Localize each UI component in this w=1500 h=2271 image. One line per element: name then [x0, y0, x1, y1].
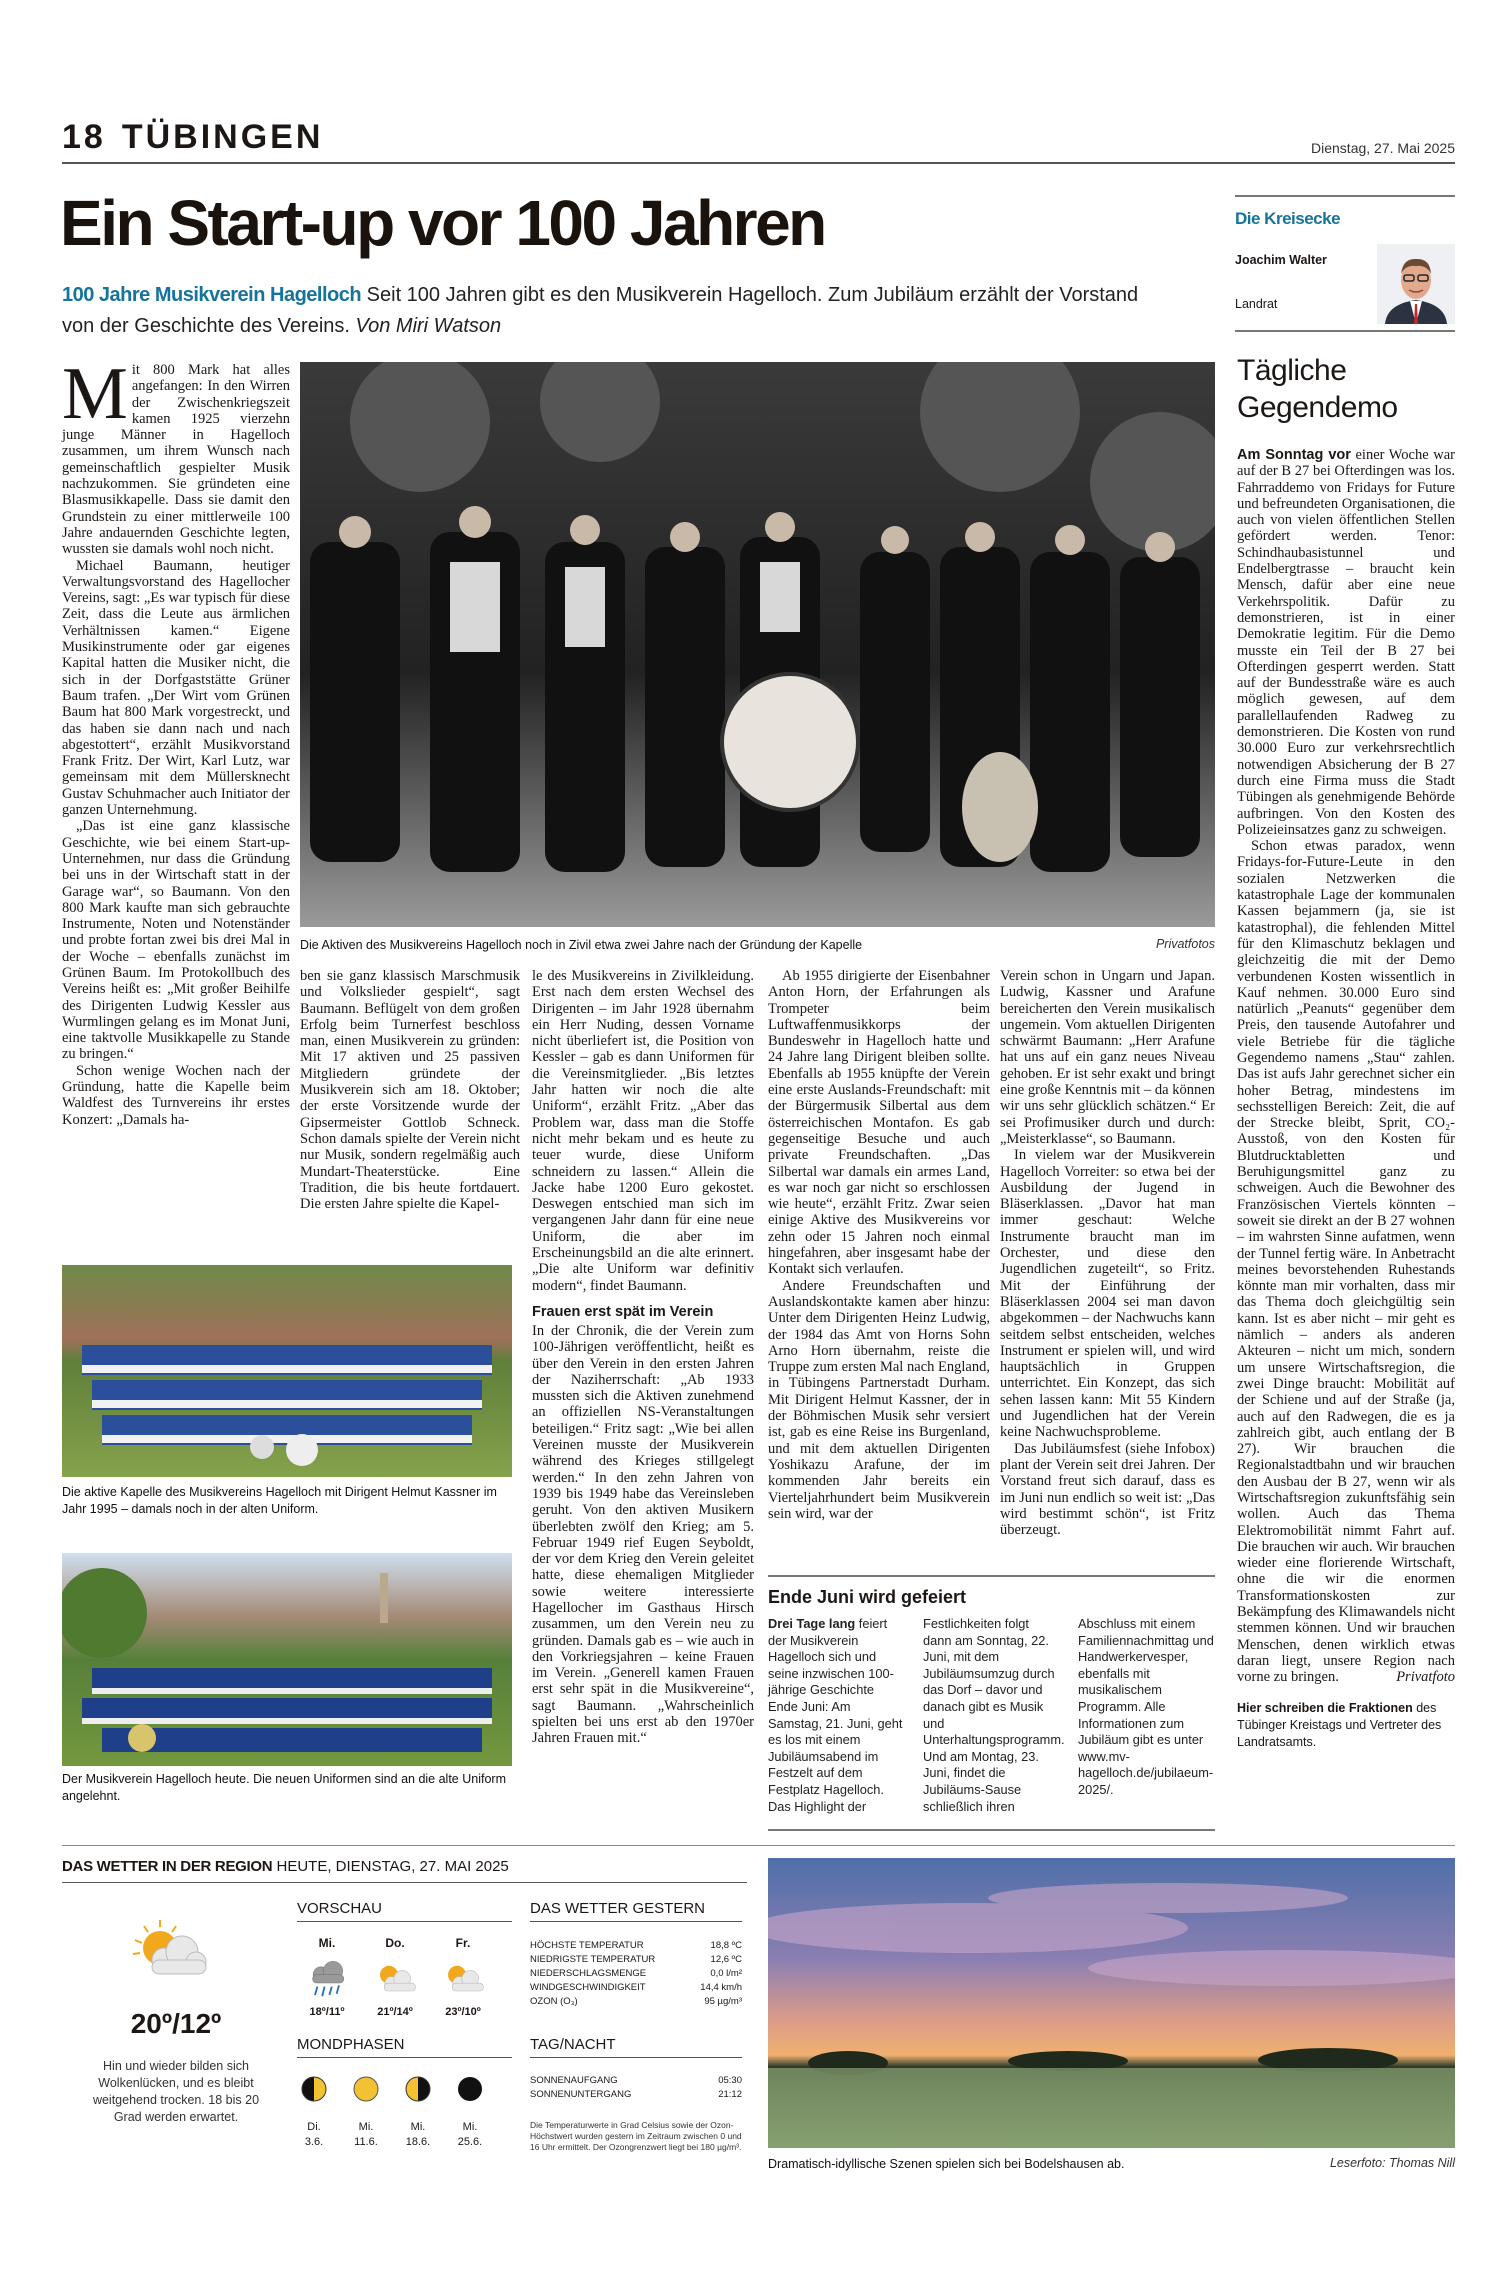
paragraph: Schon etwas paradox, wenn Fridays-for-Future-Leute in den sozialen Netzwerken die katastrophale Lage der kommunalen Kassen bejammern (ja, sie ist katastrophal), die fehlenden Mittel für den Klimaschutz beklagen und gleichzeitig die mit der Demo verbundenen Kosten wissentlich in Kauf nehmen. 30.000 Euro sind natürlich „Peanuts“ gegenüber dem Preis, den tausende Autofahrer und viele Betriebe für die tägliche Gegendemo namens „Stau“ zahlen. Das ist aufs Jahr gerechnet sicher ein hoher Betrag, mindestens im sechsstelligen Bereich: Zeit, die auf der Strecke bleibt, Sprit, CO₂-Ausstoß, von den Kosten für Blutdrucktabletten und Beruhigungsmittel ganz zu schweigen. Auch die Bewohner des Französischen Viertels könnten – soweit sie direkt an der B 27 wohnen – im wahrsten Sinne aufatmen, wenn der Tunnel fertig wäre. In Anbetracht meines bevorstehenden Ruhestands könnte man mir vorhalten, dass mir das Thema doch gleichgültig sein kann. Ist es aber nicht – mir geht es nämlich – anders als anderen Akteuren – nicht um mich, sondern um unsere Wirtschaftsregion, die zwei Dinge braucht: Mobilität auf der Schiene und auf der Straße (ja, auch auf den Radwegen, die es ja zahlreich gibt, auch entlang der B 27). Wir brauchen die Regionalstadtbahn und wir brauchen den Ausbau der B 27, wenn wir als Wirtschaftsregion zukunftsfähig sein wollen. Auch das Thema Elektromobilität nimmt Fahrt auf. Die brauchen wir auch. Wir brauchen wieder eine florierende Wirtschaft, ohne die wir die enormen Transformationskosten zur Bekämpfung des Klimawandels nicht stemmen können. Und wir brauchen Menschen, denen wirklich etwas daran liegt, unsere Region nach vorne zu bringen. — [1237, 838, 1455, 1686]
divider — [62, 1882, 747, 1883]
today-forecast-text: Hin und wieder bilden sich Wolkenlücken, und es bleibt weitgehend trocken. 18 bis 20 Grad werden erwartet. — [92, 2059, 260, 2124]
weather-row — [530, 1966, 742, 1980]
moon-day: Mi. — [462, 2121, 478, 2133]
weather-value: 05:30 — [718, 2074, 742, 2086]
weather-value: 0,0 l/m² — [710, 1967, 742, 1979]
headline: Ein Start-up vor 100 Jahren — [60, 187, 825, 259]
sun-cloud-icon — [433, 1958, 493, 1997]
paragraph: it 800 Mark hat alles angefangen: In den Wirren der Zwischenkriegszeit kamen 1925 vierzehn junge Männer in Hagelloch zusammen, um ihrem Wunsch nach gemeinschaftlich gespielter Musik nachzukommen. Sie gründeten eine Blasmusikkapelle. Dass sie damit den Grundstein zu einer mittlerweile 100 Jahre andauernden Geschichte legten, wussten sie damals wohl noch nicht. — [62, 362, 290, 558]
forecast-day: Fr. — [455, 1936, 471, 1950]
daynight-table — [530, 2073, 742, 2101]
weather-row — [530, 1980, 742, 1994]
sun-cloud-icon — [365, 1958, 425, 1997]
moon-date — [284, 2120, 344, 2150]
moon-phase-last-quarter-icon — [405, 2076, 431, 2102]
article-column-3 — [532, 968, 754, 1747]
paragraph: einer Woche war auf der B 27 bei Ofterdingen was los. Fahrraddemo von Fridays for Future und befreundeten Organisationen, die auch von vielen öffentlichen Stellen gefördert werden. Tenor: Schindhaubasistunnel und Endelbergtrasse – braucht kein Mensch, dafür aber eine neue Verkehrspolitik. Dafür zu demonstrieren, ist in einer Demokratie legitim. Für die Demo musste ein Teil der B 27 bei Ofterdingen gesperrt werden. Statt auf der Bundesstraße wäre es auch möglich gewesen, auf dem parallellaufenden Radweg zu demonstrieren. Die Kosten von rund 30.000 Euro zur verkehrsrechtlich notwendigen Absicherung der B 27 durch eine Firma muss die Stadt Tübingen als genehmigende Behörde aufbringen. Von den Kosten des Polizeieinsatzes ganz zu schweigen. — [1237, 447, 1455, 838]
forecast-day: Mi. — [318, 1936, 336, 1950]
infobox-text — [768, 1616, 1215, 1815]
forecast-heading: VORSCHAU — [297, 1900, 512, 1922]
deck-lead: 100 Jahre Musikverein Hagelloch — [62, 284, 362, 306]
moon-phase-new-icon — [457, 2076, 483, 2102]
moon-date-value: 3.6. — [304, 2136, 324, 2148]
paragraph: Michael Baumann, heutiger Verwaltungsvorstand des Hagellocher Vereins, sagt: „Es war typisch für diese Zeit, dass die Leute aus ärmlichen Verhältnissen kamen.“ Eigene Musikinstrumente oder gar eigenes Kapital hatten die Musiker nicht, die sich in der Dorfgaststätte Grüner Baum trafen. „Der Wirt vom Grünen Baum hat 800 Mark vorgestreckt, und das haben sie dann nach und nach abgestottert“, erzählt Musikvorstand Frank Fritz. Der Wirt, Karl Lutz, war gemeinsam mit dem Müllersknecht Gustav Schuhmacher auch Initiator der ganzen Unternehmung. — [62, 557, 290, 819]
weather-title: DAS WETTER IN DER REGION — [62, 1858, 273, 1875]
drop-cap: M — [62, 353, 128, 435]
infobox — [768, 1575, 1215, 1831]
kreisecke-box — [1235, 195, 1455, 332]
infobox-body: feiert der Musikverein Hagelloch sich und seine inzwischen 100-jährige Geschichte Ende Juni: Am Samstag, 21. Juni, geht es los mit einem Jubiläumsabend im Festzelt auf dem Festplatz Hagelloch. Das Highlight der Festlichkeiten folgt dann am Sonntag, 22. Juni, mit dem Jubiläumsumzug durch das Dorf – davor und danach gibt es Musik und Unterhaltungsprogramm. Und am Montag, 23. Juni, findet die Jubiläums-Sause schließlich ihren Abschluss mit einem Familiennachmittag und Handwerkervesper, ebenfalls mit musikalischem Programm. Alle Informationen zum Jubiläum gibt es unter www.mv-hagelloch.de/jubilaeum-2025/. — [768, 1616, 1214, 1814]
rain-cloud-icon — [297, 1958, 357, 2005]
paragraph: In vielem war der Musikverein Hagelloch Vorreiter: so etwa bei der Ausbildung der Jugend in Bläserklassen. „Davor hat man immer geschaut: Welche Instrumente braucht man im Orchester, und diese den Jugendlichen zugeteilt“, so Fritz. Mit der Einführung der Bläserklassen 2004 sei man davon abgekommen – der Nachwuchs kann seitdem selbst entscheiden, welches Instrument er spielen will, und wird hauptsächlich in Gruppen unterrichtet. Ein Konzept, das sich sehen lassen kann: Mit 55 Kindern und Jugendlichen hat der Verein keine Nachwuchsprobleme. — [1000, 1147, 1215, 1441]
paragraph: Andere Freundschaften und Auslandskontakte kamen aber hinzu: Unter dem Dirigenten Heinz Ludwig, der 1984 das Amt von Horns Sohn Arno Horn übernahm, reiste die Truppe zum ersten Mal nach England, in Tübingens Partnerstadt Durham. Mit Dirigent Helmut Kassner, der in der Böhmischen Musik sehr versiert ist, gab es eine Reise ins Burgenland, und mit dem aktuellen Dirigenten Yoshikazu Arafune, der im kommenden Jahr bereits ein Vierteljahrhundert beim Musikverein sein wird, war der — [768, 1277, 990, 1522]
weather-section — [62, 1858, 747, 2158]
paragraph: ben sie ganz klassisch Marschmusik und Volkslieder gespielt“, sagt Baumann. Beflügelt von dem großen Erfolg beim Turnerfest beschloss man, einen Musikverein zu gründen: Mit 17 aktiven und 25 passiven Mitgliedern gründete der Musikverein sich am 18. Oktober; der erste Vorsitzende wurde der Gipsermeister Gottlob Schneck. Schon damals spielte der Verein nicht nur Musik, sondern regelmäßig auch Mundart-Theaterstücke. Eine Tradition, die bis heute fortdauert. Die ersten Jahre spielte die Kapel- — [300, 968, 520, 1213]
infobox-title: Ende Juni wird gefeiert — [768, 1587, 967, 1607]
photo-credit: Privatfoto — [1396, 1669, 1455, 1686]
author-name: Joachim Walter — [1235, 253, 1327, 267]
moon-date — [336, 2120, 396, 2150]
weather-footnote: Die Temperaturwerte in Grad Celsius sowie der Ozon-Höchstwert wurden gestern im Zeitraum zwischen 0 und 16 Uhr ermittelt. Der Ozongrenzwert liegt bei 180 µg/m³. — [530, 2120, 742, 2152]
deck-text: Seit 100 Jahren gibt es den Musikverein Hagelloch. Zum Jubiläum erzählt der Vorstand von der Geschichte des Vereins. — [62, 284, 1139, 337]
forecast-temperature: 21º/14º — [377, 2006, 413, 2018]
note-bold: Hier schreiben die Fraktionen — [1237, 1700, 1413, 1715]
moon-day: Mi. — [358, 2121, 374, 2133]
weather-value: 14,4 km/h — [700, 1981, 742, 1993]
historic-band-photo — [300, 362, 1215, 927]
divider — [62, 1845, 1455, 1846]
weather-value: 95 µg/m³ — [704, 1995, 742, 2007]
weather-label: SONNENAUFGANG — [530, 2074, 618, 2086]
moon-date — [440, 2120, 500, 2150]
today-temperature: 20º/12º — [130, 2008, 222, 2039]
weather-row — [530, 1952, 742, 1966]
paragraph: Verein schon in Ungarn und Japan. Ludwig, Kassner und Arafune bereicherten den Verein musikalisch ungemein. Vom aktuellen Dirigenten schwärmt Baumann: „Herr Arafune hat uns auf ein ganz neues Niveau gehoben. Er ist sehr exakt und bringt eine große Kenntnis mit – da können wir uns sehr glücklich schätzen.“ Er sei Profimusiker durch und durch: „Meisterklasse“, so Baumann. — [1000, 968, 1215, 1147]
paragraph: Das Jubiläumsfest (siehe Infobox) plant der Verein seit drei Jahren. Der Vorstand freut sich darauf, dass es im Juni nun endlich so weit ist: „Das wird bestimmt schön“, ist Fritz überzeugt. — [1000, 1440, 1215, 1539]
section-title: TÜBINGEN — [121, 118, 324, 156]
weather-label: SONNENUNTERGANG — [530, 2088, 632, 2100]
photo-caption: Dramatisch-idyllische Szenen spielen sich bei Bodelshausen ab. — [768, 2157, 1125, 2171]
weather-date: HEUTE, DIENSTAG, 27. MAI 2025 — [276, 1858, 509, 1875]
weather-row — [530, 2087, 742, 2101]
weather-row — [530, 1938, 742, 1952]
deck — [62, 280, 1172, 342]
weather-row — [530, 1994, 742, 2008]
weather-label: OZON (O₃) — [530, 1995, 578, 2007]
moon-heading: MONDPHASEN — [297, 2036, 512, 2058]
commentary-lead: Am Sonntag vor — [1237, 447, 1351, 463]
moon-date-value: 25.6. — [457, 2136, 483, 2148]
paragraph: Ab 1955 dirigierte der Eisenbahner Anton Horn, der Erfahrungen als Trompeter beim Luftwaffenmusikkorps der Bundeswehr in Hagelloch hatte und 24 Jahre lang Dirigent bleiben sollte. Ebenfalls ab 1955 knüpfte der Verein eine erste Auslands-Freundschaft: mit der Bürgermusik Silbertal aus dem österreichischen Montafon. Es gab gegenseitige Besuche und auch private Freundschaften. „Das Silbertal war damals ein armes Land, es war noch gar nicht so erschlossen wie heute“, erzählt Fritz. Zwar seien einige Aktive des Musikvereins vor zehn oder 15 Jahren noch einmal hingefahren, aber insgesamt habe der Kontakt sich verlaufen. — [768, 968, 990, 1278]
subheading: Frauen erst spät im Verein — [532, 1303, 714, 1320]
weather-value: 18,8 ºC — [710, 1939, 742, 1951]
photo-credit: Leserfoto: Thomas Nill — [1329, 2156, 1455, 2170]
weather-label: NIEDRIGSTE TEMPERATUR — [530, 1953, 656, 1965]
article-column-2 — [300, 968, 520, 1212]
issue-date: Dienstag, 27. Mai 2025 — [1311, 140, 1455, 156]
forecast-temperature: 18º/11º — [309, 2006, 345, 2018]
byline: Von Miri Watson — [355, 315, 502, 337]
page-header — [62, 118, 339, 157]
sun-cloud-icon — [130, 1918, 210, 1978]
author-role: Landrat — [1235, 297, 1278, 311]
commentary-body — [1237, 447, 1455, 1751]
photo-caption: Die Aktiven des Musikvereins Hagelloch noch in Zivil etwa zwei Jahre nach der Gründung der Kapelle — [300, 938, 863, 952]
paragraph: Schon wenige Wochen nach der Gründung, hatte die Kapelle beim Waldfest des Turnvereins ihr erstes Konzert: „Damals ha- — [62, 1062, 290, 1128]
photo-caption: Die aktive Kapelle des Musikvereins Hagelloch mit Dirigent Helmut Kassner im Jahr 1995 – damals noch in der alten Uniform. — [62, 1485, 497, 1516]
moon-day: Di. — [307, 2121, 321, 2133]
weather-label: WINDGESCHWINDIGKEIT — [530, 1981, 646, 1993]
daynight-heading: TAG/NACHT — [530, 2036, 742, 2058]
yesterday-heading: DAS WETTER GESTERN — [530, 1900, 742, 1922]
weather-label: HÖCHSTE TEMPERATUR — [530, 1939, 644, 1951]
author-portrait — [1377, 244, 1455, 324]
moon-phase-first-quarter-icon — [301, 2076, 327, 2102]
moon-date-value: 11.6. — [354, 2136, 378, 2148]
paragraph: „Das ist eine ganz klassische Geschichte, wie bei einem Start-up-Unternehmen, nur dass die Gründung bei uns in der Wirtschaft statt in der Garage war“, so Baumann. Von den 800 Mark kaufte man sich gebrauchte Instrumente, Noten und Notenständer und probte fortan zwei bis drei Mal in der Woche – ebenfalls zunächst im Grünen Baum. Im Protokollbuch des Vereins heißt es: „Mit großer Beihilfe des Dirigenten Ludwig Kessler aus Wurmlingen gelang es im Monat Juni, eine taktvolle Musikkapelle zu Stande zu bringen.“ — [62, 818, 290, 1063]
moon-date-value: 18.6. — [405, 2136, 431, 2148]
note-text: des Tübinger Kreistags und Vertreter des Landratsamts. — [1237, 1700, 1442, 1749]
forecast-day: Do. — [385, 1936, 405, 1950]
weather-row — [530, 2073, 742, 2087]
weather-label: NIEDERSCHLAGSMENGE — [530, 1967, 647, 1979]
paragraph: le des Musikvereins in Zivilkleidung. Erst nach dem ersten Wechsel des Dirigenten – im Jahr 1928 übernahm ein Herr Nuding, dessen Vorname nicht überliefert ist, die Position von Kessler – gab es dann Uniformen für die Vereinsmitglieder. „Bis letztes Jahr hatten wir noch die alte Uniform“, erzählt Fritz. „Aber das Problem war, dass man die Stoffe nicht mehr bekam und es heute zu teuer wurde, diese Uniform schneidern zu lassen.“ Allein die Jacke habe 1200 Euro gekostet. Deswegen entschied man sich im vergangenen Jahr dann für eine neue Uniform, die aber im Erscheinungsbild an die alte erinnert. „Die alte Uniform war definitiv modern“, findet Baumann. — [532, 968, 754, 1294]
band-today-photo — [62, 1553, 512, 1766]
article-column-5 — [1000, 968, 1215, 1538]
page-number: 18 — [62, 118, 106, 156]
band-1995-photo — [62, 1265, 512, 1477]
commentary-title: Tägliche Gegendemo — [1237, 354, 1398, 424]
sunset-landscape-photo — [768, 1858, 1455, 2148]
divider — [62, 162, 1455, 164]
yesterday-table — [530, 1938, 742, 2008]
paragraph: In der Chronik, die der Verein zum 100-Jährigen veröffentlicht, heißt es über den Verein in den ersten Jahren der Naziherrschaft: „Ab 1933 mussten sich die Aktiven zunehmend an offiziellen NS-Veranstaltungen beteiligen.“ Fritz sagt: „Wie bei allen Vereinen musste der Musikverein während des Krieges stillgelegt werden.“ In den zehn Jahren von 1939 bis 1949 habe das Vereinsleben geruht. Von den aktiven Musikern überlebten zwölf den Krieg; am 5. Februar 1949 rief Eugen Seyboldt, der vor dem Krieg den Verein geleitet hatte, diese ehemaligen Mitglieder sowie weitere interessierte Hagellocher im Gasthaus Hirsch zusammen, um den Verein neu zu gründen. Damals gab es – wie auch in den Vorkriegsjahren – keine Frauen im Verein. „Generell kamen Frauen erst sehr spät in die Musikvereine“, sagt Baumann. „Wahrscheinlich spielten bei uns erst ab den 1970er Jahren Frauen mit.“ — [532, 1322, 754, 1747]
weather-value: 21:12 — [718, 2088, 742, 2100]
weather-value: 12,6 ºC — [710, 1953, 742, 1965]
article-column-4 — [768, 968, 990, 1522]
infobox-lead: Drei Tage lang — [768, 1616, 856, 1631]
moon-date — [388, 2120, 448, 2150]
moon-phase-full-icon — [353, 2076, 379, 2102]
photo-caption: Der Musikverein Hagelloch heute. Die neuen Uniformen sind an die alte Uniform angelehnt. — [62, 1772, 506, 1803]
rubric: Die Kreisecke — [1235, 209, 1341, 228]
photo-credit: Privatfotos — [1155, 937, 1215, 951]
moon-day: Mi. — [410, 2121, 426, 2133]
article-column-1 — [62, 353, 290, 1128]
forecast-temperature: 23º/10º — [445, 2006, 481, 2018]
